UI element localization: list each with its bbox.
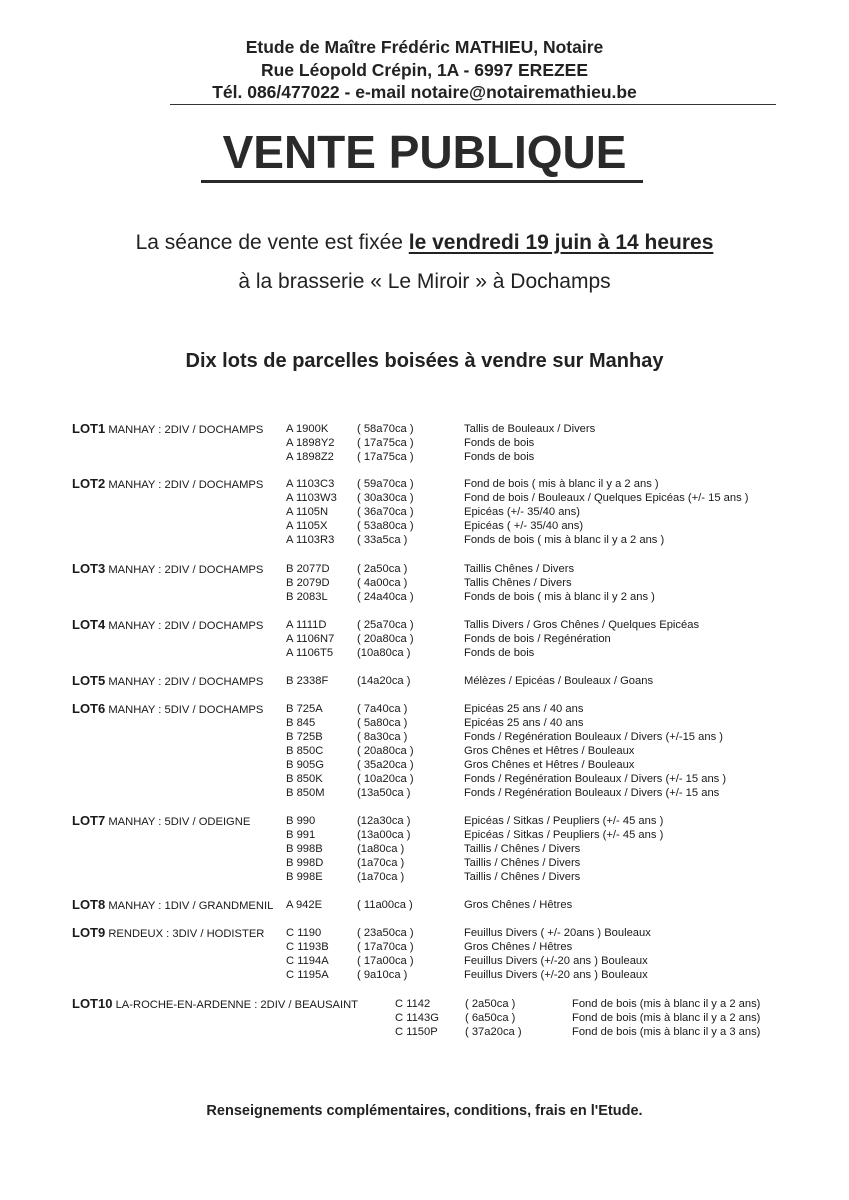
parcel-area: (1a70ca )	[357, 857, 405, 869]
parcel-ref: A 1898Z2	[286, 451, 334, 463]
parcel-ref: A 1105N	[286, 506, 329, 518]
parcel-row	[0, 814, 849, 828]
parcel-area: ( 58a70ca )	[357, 423, 414, 435]
office-contact: Tél. 086/477022 - e-mail notaire@notairemathieu.be	[212, 82, 637, 102]
parcel-row	[0, 674, 849, 688]
parcel-description: Feuillus Divers (+/-20 ans ) Bouleaux	[464, 955, 648, 967]
parcel-area: ( 20a80ca )	[357, 745, 414, 757]
parcel-description: Fonds / Regénération Bouleaux / Divers (+/- 15 ans	[464, 787, 720, 799]
lot-location: MANHAY : 2DIV / DOCHAMPS	[108, 676, 264, 688]
parcel-list	[0, 618, 849, 660]
parcel-description: Fond de bois (mis à blanc il y a 2 ans)	[572, 998, 761, 1010]
parcel-description: Mélèzes / Epicéas / Bouleaux / Goans	[464, 675, 654, 687]
parcel-description: Fonds de bois	[464, 451, 535, 463]
lot-label: LOT9	[72, 925, 106, 940]
parcel-area: (12a30ca )	[357, 815, 411, 827]
parcel-description: Taillis Chênes / Divers	[464, 563, 575, 575]
office-address: Rue Léopold Crépin, 1A - 6997 EREZEE	[260, 59, 589, 80]
parcel-area: ( 53a80ca )	[357, 520, 414, 532]
parcel-ref: B 990	[286, 815, 316, 827]
parcel-row	[0, 576, 849, 590]
parcel-description: Fond de bois (mis à blanc il y a 3 ans)	[572, 1026, 761, 1038]
parcel-ref: B 905G	[286, 759, 324, 771]
lot-location: MANHAY : 2DIV / DOCHAMPS	[108, 564, 264, 576]
parcel-description: Epicéas ( +/- 35/40 ans)	[464, 520, 584, 532]
parcel-area: ( 8a30ca )	[357, 731, 408, 743]
parcel-row	[0, 786, 849, 800]
parcel-row	[0, 772, 849, 786]
parcel-ref: A 1103W3	[286, 492, 337, 504]
parcel-row	[0, 618, 849, 632]
parcel-ref: A 1106N7	[286, 633, 335, 645]
parcel-ref: B 998E	[286, 871, 323, 883]
parcel-description: Fond de bois ( mis à blanc il y a 2 ans )	[464, 478, 659, 490]
parcel-ref: A 1105X	[286, 520, 328, 532]
parcel-ref: B 2079D	[286, 577, 330, 589]
parcel-area: ( 17a70ca )	[357, 941, 414, 953]
parcel-description: Epicéas / Sitkas / Peupliers (+/- 45 ans )	[464, 829, 664, 841]
parcel-row	[0, 940, 849, 954]
parcel-list	[0, 422, 849, 464]
parcel-ref: A 1898Y2	[286, 437, 335, 449]
parcel-list	[0, 926, 849, 982]
parcel-description: Gros Chênes / Hêtres	[464, 941, 573, 953]
lot-label: LOT6	[72, 701, 106, 716]
parcel-row	[0, 450, 849, 464]
parcel-description: Feuillus Divers (+/-20 ans ) Bouleaux	[464, 969, 648, 981]
parcel-description: Fonds / Regénération Bouleaux / Divers (+/- 15 ans )	[464, 773, 727, 785]
parcel-row	[0, 491, 849, 505]
parcel-description: Tallis de Bouleaux / Divers	[464, 423, 596, 435]
parcel-row	[0, 505, 849, 519]
lot-location: MANHAY : 5DIV / ODEIGNE	[108, 816, 251, 828]
lot-location: MANHAY : 1DIV / GRANDMENIL	[108, 900, 274, 912]
lot-location: RENDEUX : 3DIV / HODISTER	[108, 928, 265, 940]
session-venue: à la brasserie « Le Miroir » à Dochamps	[238, 270, 611, 293]
parcel-description: Fonds / Regénération Bouleaux / Divers (+/-15 ans )	[464, 731, 724, 743]
parcel-description: Fond de bois / Bouleaux / Quelques Epicéas (+/- 15 ans )	[464, 492, 749, 504]
parcel-area: ( 2a50ca )	[357, 563, 408, 575]
parcel-row	[0, 997, 849, 1011]
parcel-row	[0, 870, 849, 884]
parcel-area: ( 25a70ca )	[357, 619, 414, 631]
parcel-row	[0, 744, 849, 758]
parcel-description: Tallis Chênes / Divers	[464, 577, 572, 589]
parcel-area: ( 5a80ca )	[357, 717, 408, 729]
parcel-row	[0, 730, 849, 744]
parcel-area: ( 30a30ca )	[357, 492, 414, 504]
parcel-ref: C 1194A	[286, 955, 329, 967]
parcel-description: Tallis Divers / Gros Chênes / Quelques Epicéas	[464, 619, 700, 631]
parcel-area: ( 33a5ca )	[357, 534, 408, 546]
office-name: Etude de Maître Frédéric MATHIEU, Notaire	[245, 37, 604, 57]
parcel-ref: A 1106T5	[286, 647, 334, 659]
parcel-area: ( 2a50ca )	[465, 998, 516, 1010]
parcel-row	[0, 702, 849, 716]
parcel-row	[0, 533, 849, 547]
parcel-ref: C 1143G	[395, 1012, 439, 1024]
lot-label: LOT8	[72, 897, 106, 912]
session-prefix: La séance de vente est fixée	[135, 231, 409, 254]
parcel-list	[0, 477, 849, 547]
parcel-area: ( 17a75ca )	[357, 437, 414, 449]
lots-heading: Dix lots de parcelles boisées à vendre sur Manhay	[185, 350, 664, 372]
parcel-area: ( 17a75ca )	[357, 451, 414, 463]
footer-note: Renseignements complémentaires, conditions, frais en l'Etude.	[206, 1103, 643, 1119]
parcel-description: Taillis / Chênes / Divers	[464, 857, 581, 869]
parcel-ref: C 1193B	[286, 941, 329, 953]
parcel-ref: C 1195A	[286, 969, 329, 981]
parcel-description: Gros Chênes et Hêtres / Bouleaux	[464, 759, 635, 771]
parcel-area: ( 4a00ca )	[357, 577, 408, 589]
parcel-area: (13a50ca )	[357, 787, 411, 799]
parcel-description: Fonds de bois	[464, 647, 535, 659]
parcel-row	[0, 926, 849, 940]
lot-label: LOT7	[72, 813, 106, 828]
parcel-ref: B 850C	[286, 745, 324, 757]
parcel-area: ( 7a40ca )	[357, 703, 408, 715]
parcel-list	[0, 674, 849, 688]
parcel-list	[0, 997, 849, 1039]
parcel-row	[0, 898, 849, 912]
parcel-description: Taillis / Chênes / Divers	[464, 871, 581, 883]
parcel-description: Fond de bois (mis à blanc il y a 2 ans)	[572, 1012, 761, 1024]
session-info	[0, 229, 849, 257]
parcel-ref: B 845	[286, 717, 316, 729]
parcel-area: (10a80ca )	[357, 647, 411, 659]
lot-label: LOT2	[72, 476, 106, 491]
page-title: VENTE PUBLIQUE	[222, 126, 627, 178]
lot-label: LOT10	[72, 996, 113, 1011]
parcel-description: Fonds de bois	[464, 437, 535, 449]
parcel-row	[0, 842, 849, 856]
parcel-description: Epicéas (+/- 35/40 ans)	[464, 506, 580, 518]
parcel-row	[0, 562, 849, 576]
parcel-ref: B 991	[286, 829, 316, 841]
parcel-ref: C 1150P	[395, 1026, 438, 1038]
parcel-ref: C 1142	[395, 998, 431, 1010]
parcel-row	[0, 716, 849, 730]
lot-location: MANHAY : 2DIV / DOCHAMPS	[108, 424, 264, 436]
parcel-area: (14a20ca )	[357, 675, 411, 687]
parcel-area: ( 37a20ca )	[465, 1026, 522, 1038]
lot-label: LOT5	[72, 673, 106, 688]
parcel-ref: B 998D	[286, 857, 324, 869]
parcel-list	[0, 898, 849, 912]
lot-location: LA-ROCHE-EN-ARDENNE : 2DIV / BEAUSAINT	[115, 999, 359, 1011]
parcel-row	[0, 632, 849, 646]
parcel-ref: A 942E	[286, 899, 323, 911]
parcel-ref: A 1900K	[286, 423, 329, 435]
parcel-area: ( 11a00ca )	[357, 899, 413, 911]
parcel-area: ( 9a10ca )	[357, 969, 408, 981]
parcel-list	[0, 562, 849, 604]
parcel-area: ( 6a50ca )	[465, 1012, 516, 1024]
parcel-area: ( 20a80ca )	[357, 633, 414, 645]
parcel-row	[0, 968, 849, 982]
parcel-area: (1a80ca )	[357, 843, 405, 855]
parcel-row	[0, 590, 849, 604]
lot-label: LOT3	[72, 561, 106, 576]
header-divider	[170, 104, 776, 105]
parcel-description: Fonds de bois ( mis à blanc il y a 2 ans )	[464, 534, 665, 546]
parcel-ref: B 850M	[286, 787, 325, 799]
lot-label: LOT1	[72, 421, 106, 436]
parcel-area: ( 17a00ca )	[357, 955, 414, 967]
parcel-area: ( 35a20ca )	[357, 759, 414, 771]
parcel-ref: B 725A	[286, 703, 323, 715]
parcel-ref: A 1111D	[286, 619, 327, 631]
session-date: le vendredi 19 juin à 14 heures	[408, 231, 714, 254]
parcel-area: ( 24a40ca )	[357, 591, 414, 603]
parcel-ref: B 725B	[286, 731, 323, 743]
parcel-row	[0, 646, 849, 660]
parcel-area: ( 36a70ca )	[357, 506, 414, 518]
parcel-area: ( 10a20ca )	[357, 773, 414, 785]
parcel-row	[0, 1011, 849, 1025]
parcel-description: Gros Chênes / Hêtres	[464, 899, 573, 911]
parcel-ref: C 1190	[286, 927, 322, 939]
parcel-row	[0, 422, 849, 436]
parcel-ref: A 1103C3	[286, 478, 335, 490]
parcel-row	[0, 436, 849, 450]
parcel-row	[0, 758, 849, 772]
parcel-area: (1a70ca )	[357, 871, 405, 883]
parcel-area: ( 23a50ca )	[357, 927, 414, 939]
parcel-description: Fonds de bois ( mis à blanc il y 2 ans )	[464, 591, 655, 603]
letterhead	[0, 36, 849, 104]
parcel-list	[0, 702, 849, 800]
parcel-ref: B 2077D	[286, 563, 330, 575]
title-underline	[201, 180, 643, 183]
parcel-description: Taillis / Chênes / Divers	[464, 843, 581, 855]
parcel-row	[0, 519, 849, 533]
parcel-ref: B 2083L	[286, 591, 328, 603]
parcel-ref: B 2338F	[286, 675, 329, 687]
parcel-ref: B 850K	[286, 773, 323, 785]
parcel-description: Epicéas 25 ans / 40 ans	[464, 717, 584, 729]
parcel-description: Epicéas 25 ans / 40 ans	[464, 703, 584, 715]
parcel-ref: A 1103R3	[286, 534, 335, 546]
parcel-description: Epicéas / Sitkas / Peupliers (+/- 45 ans )	[464, 815, 664, 827]
parcel-row	[0, 1025, 849, 1039]
parcel-area: (13a00ca )	[357, 829, 411, 841]
lot-location: MANHAY : 5DIV / DOCHAMPS	[108, 704, 264, 716]
parcel-description: Feuillus Divers ( +/- 20ans ) Bouleaux	[464, 927, 651, 939]
parcel-row	[0, 856, 849, 870]
parcel-ref: B 998B	[286, 843, 323, 855]
lot-location: MANHAY : 2DIV / DOCHAMPS	[108, 479, 264, 491]
parcel-list	[0, 814, 849, 884]
lot-location: MANHAY : 2DIV / DOCHAMPS	[108, 620, 264, 632]
parcel-description: Fonds de bois / Regénération	[464, 633, 611, 645]
parcel-row	[0, 477, 849, 491]
parcel-row	[0, 954, 849, 968]
parcel-description: Gros Chênes et Hêtres / Bouleaux	[464, 745, 635, 757]
parcel-area: ( 59a70ca )	[357, 478, 414, 490]
parcel-row	[0, 828, 849, 842]
lot-label: LOT4	[72, 617, 106, 632]
